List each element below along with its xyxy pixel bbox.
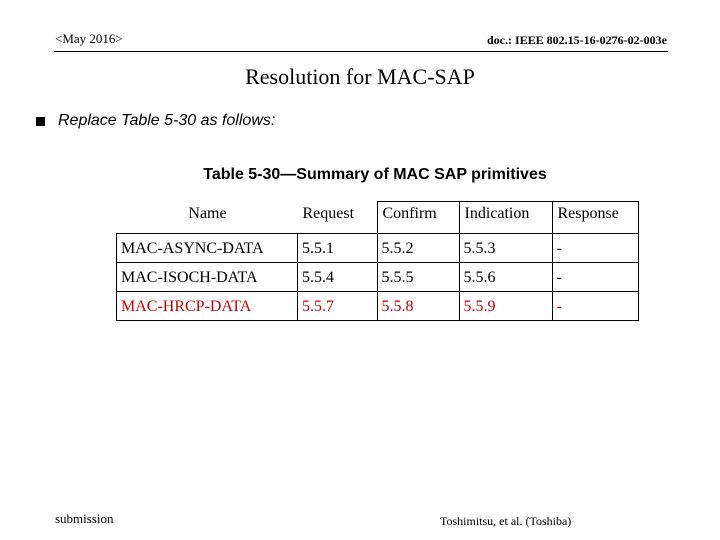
confirm-clause: 5.5.8 <box>377 292 459 321</box>
response-clause: - <box>552 263 638 292</box>
slide-title: Resolution for MAC-SAP <box>245 64 475 89</box>
table-row <box>117 263 639 292</box>
request-clause: 5.5.1 <box>298 234 378 263</box>
header-divider <box>54 51 668 52</box>
bullet-item <box>36 112 275 130</box>
response-clause: - <box>552 292 638 321</box>
table-row-highlighted <box>117 292 639 321</box>
response-clause: - <box>552 234 638 263</box>
table-header-row <box>117 202 639 234</box>
indication-clause: 5.5.3 <box>459 234 552 263</box>
column-header-response: Response <box>552 202 638 234</box>
primitive-name: MAC-ASYNC-DATA <box>117 234 298 263</box>
column-header-request: Request <box>302 204 355 222</box>
confirm-clause: 5.5.5 <box>377 263 459 292</box>
footer-submission: submission <box>55 511 114 526</box>
request-clause: 5.5.4 <box>298 263 378 292</box>
primitive-name: MAC-ISOCH-DATA <box>117 263 298 292</box>
column-header-indication: Indication <box>459 202 552 234</box>
header-date: <May 2016> <box>55 31 123 46</box>
footer-authors: Toshimitsu, et al. (Toshiba) <box>440 514 572 528</box>
column-header-confirm: Confirm <box>377 202 459 234</box>
table-row <box>117 234 639 263</box>
mac-sap-primitives-table <box>116 201 639 321</box>
primitive-name: MAC-HRCP-DATA <box>117 292 298 321</box>
bullet-text: Replace Table 5-30 as follows: <box>58 112 276 129</box>
confirm-clause: 5.5.2 <box>377 234 459 263</box>
table-caption: Table 5-30—Summary of MAC SAP primitives <box>203 166 547 183</box>
header-doc-id: doc.: IEEE 802.15-16-0276-02-003e <box>487 33 667 47</box>
column-header-name: Name <box>188 204 227 222</box>
square-bullet-icon <box>36 117 45 126</box>
indication-clause: 5.5.6 <box>459 263 552 292</box>
request-clause: 5.5.7 <box>298 292 378 321</box>
indication-clause: 5.5.9 <box>459 292 552 321</box>
